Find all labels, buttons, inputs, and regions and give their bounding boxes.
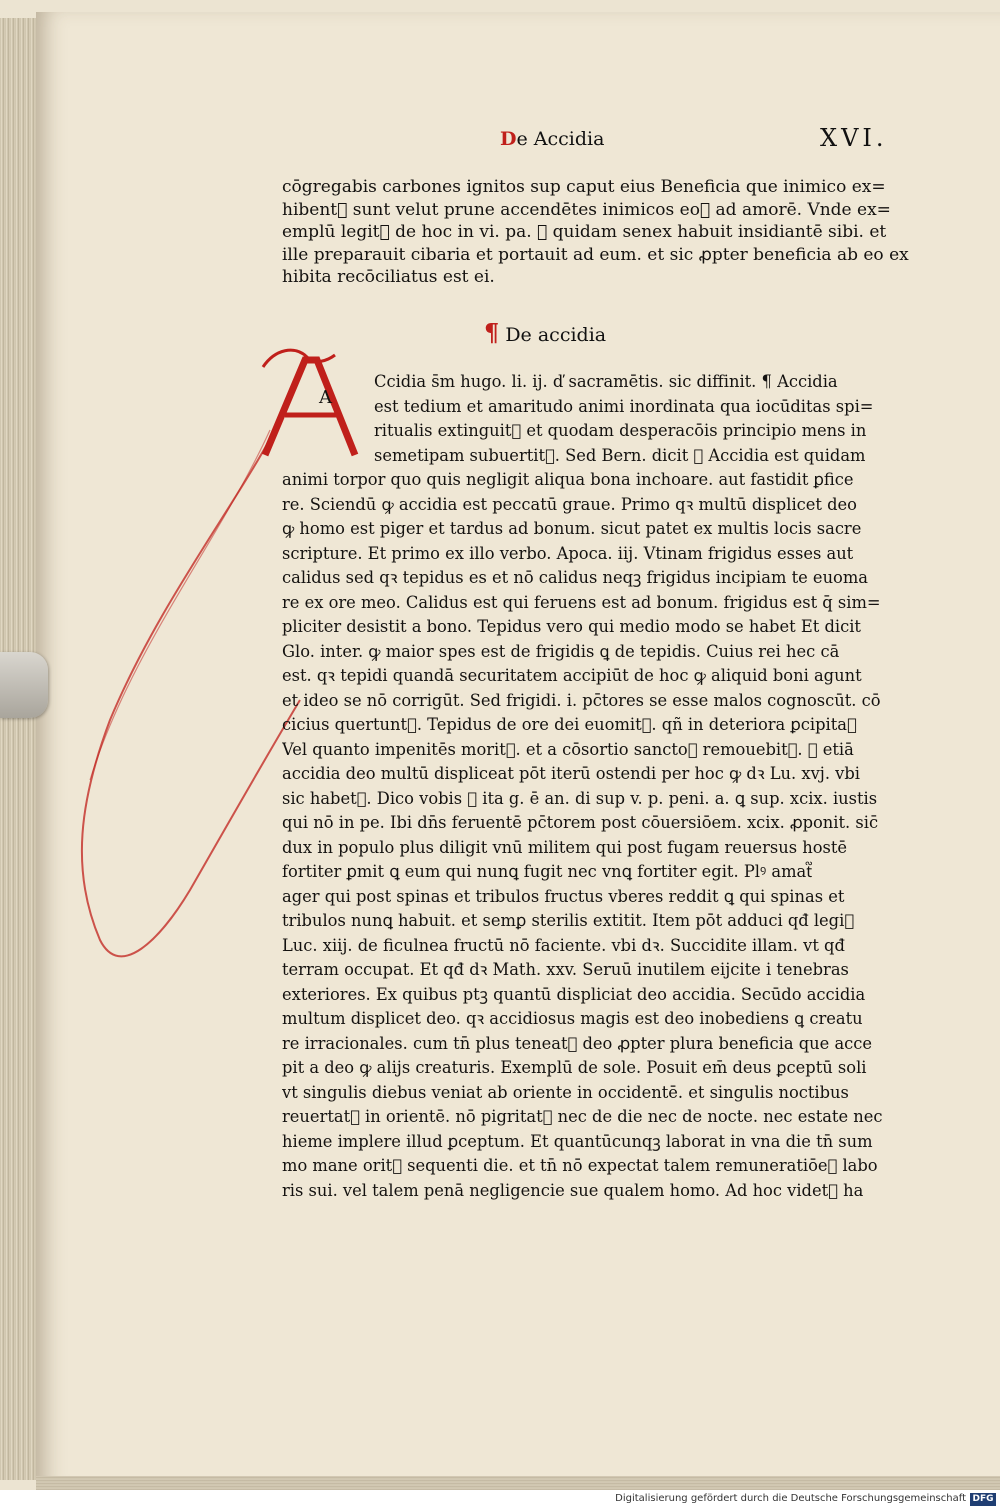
text-line: hieme implere illud ꝑceptum. Et quantūcunqꝫ laborat in vna die tn̄ sum bbox=[282, 1131, 873, 1151]
text-line: ꝙ homo est piger et tardus ad bonum. sicut patet ex multis locis sacre bbox=[282, 519, 862, 538]
running-head-rubric: D bbox=[500, 128, 517, 150]
text-line: est tedium et amaritudo animi inordinata qua iocūditas spi= bbox=[374, 396, 874, 416]
running-head-text: e Accidia bbox=[516, 128, 605, 150]
footer-bar bbox=[0, 1490, 1000, 1509]
text-line: ager qui post spinas et tribulos fructus vberes reddit ꝗ qui spinas et bbox=[282, 886, 845, 906]
section-heading bbox=[484, 318, 606, 347]
text-line: pliciter desistit a bono. Tepidus vero qui medio modo se habet Et dicit bbox=[282, 617, 861, 636]
text-line: Luc. xiij. de ficulnea fructū nō faciente. vbi dꝛ. Succidite illam. vt qđ bbox=[282, 935, 845, 955]
text-line: ris sui. vel talem penā negligencie sue qualem homo. Ad hoc videt᷑ ha bbox=[282, 1180, 864, 1200]
text-line: cicius quertunt᷑. Tepidus de ore dei euomit᷑. qñ in deteriora ꝑcipita᷑ bbox=[282, 715, 857, 734]
text-line: multum displicet deo. qꝛ accidiosus magis est deo inobediens ꝗ creatu bbox=[282, 1009, 863, 1028]
text-line: Glo. inter. ꝙ maior spes est de frigidis ꝗ de tepidis. Cuius rei hec cā bbox=[282, 641, 840, 661]
text-line: scripture. Et primo ex illo verbo. Apoca. iij. Vtinam frigidus esses aut bbox=[282, 543, 854, 563]
text-line: terram occupat. Et qđ dꝛ Math. xxv. Seruū inutilem eijcite i tenebras bbox=[282, 960, 849, 979]
text-line: mo mane orit᷑ sequenti die. et tn̄ nō expectat talem remuneratiōeꝫ labo bbox=[282, 1156, 878, 1175]
folio-number: XVI. bbox=[820, 124, 888, 152]
text-line: et ideo se nō corrigūt. Sed frigidi. i. pc̄tores se esse malos cognoscūt. cō bbox=[282, 690, 881, 710]
paragraph-continued bbox=[282, 176, 922, 289]
text-line: ritualis extinguit᷑ et quodam desperacōis principio mens in bbox=[374, 421, 867, 440]
pilcrow-mark: ¶ bbox=[484, 318, 500, 347]
page-edges-left bbox=[0, 18, 40, 1480]
text-line: est. qꝛ tepidi quandā securitatem accipiūt de hoc ꝙ aliquid boni agunt bbox=[282, 666, 862, 685]
section-heading-text: De accidia bbox=[505, 324, 607, 346]
text-line: qui nō in pe. Ibi dn̄s feruentē pc̄torem post cōuersiōem. xcix. ꝓponit. sic̄ bbox=[282, 813, 879, 832]
text-line: animi torpor quo quis negligit aliqua bona inchoare. aut fastidit ꝑfice bbox=[282, 470, 854, 489]
text-line: hibita recōciliatus est ei. bbox=[282, 267, 495, 288]
text-line: reuertat᷑ in orientē. nō pigritat᷑ nec de die nec de nocte. nec estate nec bbox=[282, 1107, 883, 1126]
drop-initial-guide-letter: A bbox=[319, 387, 332, 408]
text-line: re ex ore meo. Calidus est qui feruens est ad bonum. frigidus est q̄ sim= bbox=[282, 592, 881, 612]
funding-credit: Digitalisierung gefördert durch die Deutsche Forschungsgemeinschaft bbox=[615, 1493, 966, 1504]
text-line: Vel quanto impenitēs morit᷑. et a cōsortio sanctoꝝ remouebit᷑. ꝙ etiā bbox=[282, 739, 854, 759]
text-line: re. Sciendū ꝙ accidia est peccatū graue. Primo qꝛ multū displicet deo bbox=[282, 494, 857, 514]
dfg-logo: DFG bbox=[970, 1493, 996, 1506]
text-line: Ccidia s̄m hugo. li. ij. ď sacramētis. sic diffinit. ¶ Accidia bbox=[374, 372, 838, 391]
text-line: emplū legit᷑ de hoc in vi. pa. ꝙ quidam senex habuit insidiantē sibi. et bbox=[282, 222, 887, 243]
text-line: fortiter ꝑmit ꝗ eum qui nunꝗ fugit nec vnꝗ fortiter egit. Plꝰ amat᷑ bbox=[282, 862, 813, 881]
text-line: exteriores. Ex quibus ptꝫ quantū displiciat deo accidia. Secūdo accidia bbox=[282, 984, 866, 1004]
text-line: sic habet᷑. Dico vobis ꝙ ita g. ē an. di sup v. p. peni. a. ꝗ sup. xcix. iustis bbox=[282, 788, 878, 808]
text-line: semetipam subuertit᷑. Sed Bern. dicit ꝙ Accidia est quidam bbox=[374, 445, 866, 465]
paragraph-de-accidia bbox=[282, 370, 922, 1203]
text-line: hibent᷑ sunt velut prune accendētes inimicos eoꝝ ad amorē. Vnde ex= bbox=[282, 199, 891, 220]
text-line: dux in populo plus diligit vnū militem qui post fugam reuersus hostē bbox=[282, 837, 848, 857]
text-line: pit a deo ꝙ alijs creaturis. Exemplū de sole. Posuit em̄ deus ꝑceptū soli bbox=[282, 1058, 867, 1077]
text-line: accidia deo multū displiceat pōt iterū ostendi per hoc ꝙ dꝛ Lu. xvj. vbi bbox=[282, 764, 860, 783]
running-head bbox=[500, 128, 604, 150]
text-line: re irracionales. cum tn̄ plus teneat᷑ deo ꝓpter plura beneficia que acce bbox=[282, 1033, 873, 1053]
text-line: tribulos nunꝗ habuit. et semꝑ sterilis extitit. Item pōt adduci qđ legi᷑ bbox=[282, 911, 855, 930]
page-edges-bottom bbox=[36, 1476, 1000, 1490]
text-line: cōgregabis carbones ignitos sup caput eius Beneficia que inimico ex= bbox=[282, 177, 886, 197]
text-line: calidus sed qꝛ tepidus es et nō calidus neqꝫ frigidus incipiam te euoma bbox=[282, 568, 869, 587]
text-line: vt singulis diebus veniat ab oriente in occidentē. et singulis noctibus bbox=[282, 1082, 849, 1102]
text-line: ille preparauit cibaria et portauit ad eum. et sic ꝓpter beneficia ab eo ex bbox=[282, 244, 909, 265]
